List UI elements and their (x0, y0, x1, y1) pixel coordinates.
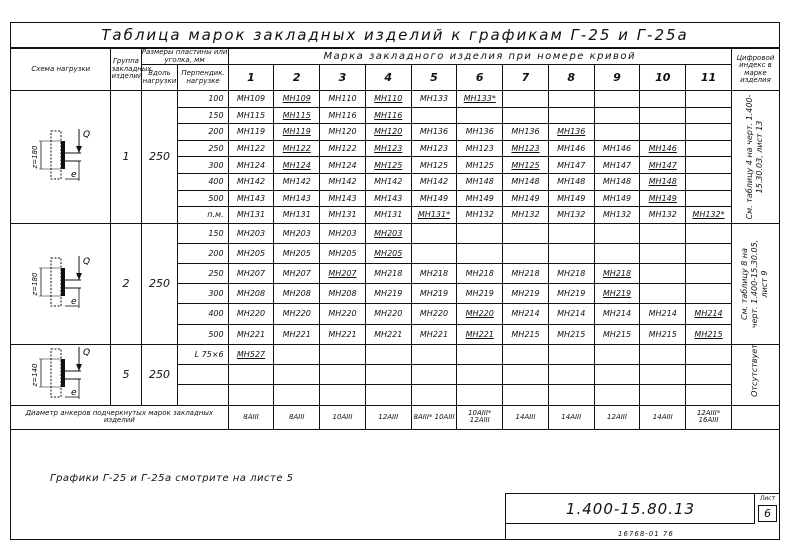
mark-cell: МН143 (228, 190, 274, 207)
mark-cell: МН136 (548, 124, 594, 141)
size-along: 250 (141, 223, 178, 344)
mark-cell: МН203 (228, 223, 274, 243)
index-note-cell (731, 344, 779, 405)
mark-cell (686, 157, 732, 174)
mark-cell: МН203 (320, 223, 366, 243)
mark-cell (686, 284, 732, 304)
header-along: Вдоль нагрузки (141, 65, 178, 91)
mark-cell: МН116 (365, 107, 411, 124)
header-curve: 3 (320, 65, 366, 91)
size-perp: 150 (178, 223, 228, 243)
anchor-diameter: 10AIII* 12AIII (457, 405, 503, 429)
anchor-diameter: 14AIII (548, 405, 594, 429)
mark-cell: МН142 (411, 173, 457, 190)
mark-cell (640, 124, 686, 141)
anchor-diameter: 10AIII (320, 405, 366, 429)
z-dimension-label: z=180 (30, 272, 39, 296)
group-number: 2 (111, 223, 141, 344)
mark-cell (457, 223, 503, 243)
mark-cell (503, 243, 549, 263)
mark-cell: МН142 (365, 173, 411, 190)
mark-cell (640, 284, 686, 304)
mark-cell (686, 107, 732, 124)
mark-cell (274, 365, 320, 385)
mark-cell (228, 385, 274, 405)
anchor-diameter: 8AIII* 10AIII (411, 405, 457, 429)
mark-cell (411, 107, 457, 124)
anchor-diameter: 14AIII (503, 405, 549, 429)
size-perp: 500 (178, 324, 228, 344)
mark-cell (640, 385, 686, 405)
mark-cell (365, 344, 411, 364)
footer-note: Графики Г-25 и Г-25а смотрите на листе 5 (50, 473, 294, 484)
mark-cell: МН215 (503, 324, 549, 344)
mark-cell: МН221 (457, 324, 503, 344)
mark-cell: МН214 (503, 304, 549, 324)
mark-cell: МН133 (411, 91, 457, 108)
mark-cell: МН214 (686, 304, 732, 324)
mark-cell: МН120 (320, 124, 366, 141)
anchor-diameter: 12AIII (365, 405, 411, 429)
mark-cell (411, 223, 457, 243)
mark-cell: МН219 (548, 284, 594, 304)
mark-cell (640, 344, 686, 364)
mark-cell: МН205 (320, 243, 366, 263)
sheet-number: 6 (758, 505, 777, 522)
mark-cell (686, 173, 732, 190)
table-row (11, 91, 780, 108)
mark-cell: МН214 (640, 304, 686, 324)
mark-cell: МН147 (640, 157, 686, 174)
mark-cell: МН218 (457, 264, 503, 284)
mark-cell (457, 107, 503, 124)
mark-cell: МН221 (365, 324, 411, 344)
mark-cell: МН124 (274, 157, 320, 174)
mark-cell: МН142 (228, 173, 274, 190)
table-row (11, 344, 780, 364)
mark-cell (548, 107, 594, 124)
mark-cell: МН214 (548, 304, 594, 324)
mark-cell: МН219 (365, 284, 411, 304)
mark-cell: МН116 (320, 107, 366, 124)
mark-cell: МН218 (548, 264, 594, 284)
mark-cell (594, 344, 640, 364)
mark-cell: МН131 (228, 207, 274, 224)
load-scheme-drawing (19, 97, 103, 217)
mark-cell: МН149 (594, 190, 640, 207)
mark-cell: МН219 (594, 284, 640, 304)
diameter-index-empty (731, 405, 779, 429)
scheme-cell (11, 223, 111, 344)
size-perp (178, 365, 228, 385)
header-curve: 8 (548, 65, 594, 91)
mark-cell (320, 344, 366, 364)
size-perp: п.м. (178, 207, 228, 224)
size-perp: 400 (178, 173, 228, 190)
z-dimension-label: z=180 (30, 145, 39, 169)
mark-cell: МН205 (228, 243, 274, 263)
mark-cell (548, 243, 594, 263)
mark-cell (640, 107, 686, 124)
anchor-diameter: 8AIII (274, 405, 320, 429)
eccentricity-label: e (70, 296, 77, 307)
index-note-cell (731, 223, 779, 344)
mark-cell: МН110 (320, 91, 366, 108)
header-curve: 2 (274, 65, 320, 91)
mark-cell (640, 223, 686, 243)
mark-cell: МН149 (457, 190, 503, 207)
size-perp: 300 (178, 157, 228, 174)
header-perp: Перпендик. нагрузке (178, 65, 228, 91)
mark-cell: МН148 (503, 173, 549, 190)
size-perp: L 75×6 (178, 344, 228, 364)
size-perp: 400 (178, 304, 228, 324)
index-note: См. таблицу 4 на черт. 1.400-15.30.03, лист 13 (745, 94, 765, 220)
mark-cell: МН149 (411, 190, 457, 207)
size-perp: 100 (178, 91, 228, 108)
mark-cell: МН207 (228, 264, 274, 284)
mark-cell: МН214 (594, 304, 640, 324)
mark-cell (594, 91, 640, 108)
mark-cell (640, 91, 686, 108)
table-row (11, 223, 780, 243)
mark-cell (686, 365, 732, 385)
mark-cell: МН124 (228, 157, 274, 174)
mark-cell: МН215 (640, 324, 686, 344)
mark-cell: МН207 (274, 264, 320, 284)
mark-cell (457, 344, 503, 364)
inventory-number: 16768-01 76 (618, 530, 674, 538)
mark-cell: МН122 (274, 140, 320, 157)
header-curve: 1 (228, 65, 274, 91)
mark-cell (594, 365, 640, 385)
mark-cell: МН208 (228, 284, 274, 304)
anchor-diameter: 14AIII (640, 405, 686, 429)
group-number: 5 (111, 344, 141, 405)
scheme-stroke (61, 268, 65, 296)
eccentricity-label: e (70, 387, 77, 398)
header-curve: 7 (503, 65, 549, 91)
mark-cell (548, 91, 594, 108)
mark-cell (503, 107, 549, 124)
mark-cell: МН123 (503, 140, 549, 157)
mark-cell: МН125 (365, 157, 411, 174)
mark-cell: МН123 (457, 140, 503, 157)
mark-cell: МН218 (594, 264, 640, 284)
scheme-cell (11, 91, 111, 224)
mark-cell: МН147 (594, 157, 640, 174)
sheet-box (754, 494, 780, 524)
mark-cell: МН125 (411, 157, 457, 174)
mark-cell: МН124 (320, 157, 366, 174)
mark-cell: МН142 (320, 173, 366, 190)
mark-cell: МН109 (274, 91, 320, 108)
mark-cell: МН219 (457, 284, 503, 304)
mark-cell (594, 243, 640, 263)
mark-cell (686, 344, 732, 364)
mark-cell: МН220 (320, 304, 366, 324)
header-curve: 4 (365, 65, 411, 91)
mark-cell: МН221 (274, 324, 320, 344)
header-curve: 5 (411, 65, 457, 91)
drawing-code: 1.400-15.80.13 (506, 494, 755, 524)
scheme-cell (11, 344, 111, 405)
mark-cell: МН218 (503, 264, 549, 284)
mark-cell (503, 385, 549, 405)
header-curve: 10 (640, 65, 686, 91)
load-arrow (76, 364, 82, 371)
mark-cell: МН132* (686, 207, 732, 224)
mark-cell: МН146 (548, 140, 594, 157)
mark-cell: МН220 (457, 304, 503, 324)
anchor-diameter: 12AIII (594, 405, 640, 429)
table-title: Таблица марок закладных изделий к графикам Г-25 и Г-25а (10, 22, 780, 48)
load-arrow (76, 273, 82, 280)
mark-cell: МН110 (365, 91, 411, 108)
mark-cell: МН221 (320, 324, 366, 344)
mark-cell: МН148 (594, 173, 640, 190)
mark-cell: МН143 (274, 190, 320, 207)
mark-cell: МН149 (548, 190, 594, 207)
size-perp: 150 (178, 107, 228, 124)
mark-cell (548, 365, 594, 385)
size-along: 250 (141, 91, 178, 224)
mark-cell: МН132 (503, 207, 549, 224)
mark-cell (686, 124, 732, 141)
mark-cell: МН203 (365, 223, 411, 243)
mark-cell (365, 365, 411, 385)
mark-cell: МН215 (594, 324, 640, 344)
mark-cell (686, 385, 732, 405)
mark-cell: МН203 (274, 223, 320, 243)
mark-cell: МН215 (548, 324, 594, 344)
mark-cell: МН148 (457, 173, 503, 190)
mark-cell: МН220 (228, 304, 274, 324)
mark-cell (457, 243, 503, 263)
mark-cell: МН136 (457, 124, 503, 141)
anchor-diameter: 12AIII* 16AIII (686, 405, 732, 429)
mark-cell (411, 385, 457, 405)
mark-cell (503, 91, 549, 108)
mark-cell: МН149 (640, 190, 686, 207)
size-along: 250 (141, 344, 178, 405)
mark-cell (686, 140, 732, 157)
mark-cell (548, 344, 594, 364)
mark-cell: МН132 (457, 207, 503, 224)
mark-cell (503, 223, 549, 243)
mark-cell (274, 344, 320, 364)
header-index: Цифровой индекс в марке изделия (731, 49, 779, 91)
diameter-row (11, 405, 780, 429)
mark-cell: МН143 (320, 190, 366, 207)
mark-cell: МН119 (228, 124, 274, 141)
mark-cell (686, 190, 732, 207)
header-curve: 11 (686, 65, 732, 91)
mark-cell: МН207 (320, 264, 366, 284)
mark-cell (686, 91, 732, 108)
mark-cell (365, 385, 411, 405)
mark-cell: МН143 (365, 190, 411, 207)
marks-table (10, 48, 780, 430)
mark-cell: МН147 (548, 157, 594, 174)
mark-cell (594, 124, 640, 141)
mark-cell (457, 365, 503, 385)
mark-cell: МН208 (274, 284, 320, 304)
size-perp: 200 (178, 124, 228, 141)
mark-cell (457, 385, 503, 405)
mark-cell: МН133* (457, 91, 503, 108)
header-curve: 6 (457, 65, 503, 91)
load-q-label: Q (82, 347, 90, 358)
size-perp: 250 (178, 140, 228, 157)
scheme-stroke (61, 359, 65, 387)
scheme-stroke (61, 141, 65, 169)
mark-cell: МН115 (274, 107, 320, 124)
load-q-label: Q (82, 256, 90, 267)
mark-cell: МН123 (365, 140, 411, 157)
mark-cell (594, 107, 640, 124)
mark-cell: МН208 (320, 284, 366, 304)
mark-cell: МН136 (503, 124, 549, 141)
mark-cell: МН132 (640, 207, 686, 224)
mark-cell: МН218 (365, 264, 411, 284)
mark-cell: МН131 (320, 207, 366, 224)
mark-cell (274, 385, 320, 405)
mark-cell: МН120 (365, 124, 411, 141)
mark-cell: МН125 (503, 157, 549, 174)
header-curve: 9 (594, 65, 640, 91)
mark-cell (594, 385, 640, 405)
mark-cell: МН123 (411, 140, 457, 157)
header-scheme: Схема нагрузки (11, 49, 111, 91)
scheme-stroke (51, 349, 61, 397)
mark-cell: МН220 (274, 304, 320, 324)
mark-cell: МН109 (228, 91, 274, 108)
mark-cell: МН221 (411, 324, 457, 344)
mark-cell: МН119 (274, 124, 320, 141)
index-note-cell (731, 91, 779, 224)
scheme-stroke (51, 131, 61, 179)
header-marks: Марка закладного изделия при номере кривой (228, 49, 731, 65)
mark-cell (548, 223, 594, 243)
mark-cell: МН148 (548, 173, 594, 190)
mark-cell (686, 264, 732, 284)
mark-cell (320, 385, 366, 405)
mark-cell (503, 365, 549, 385)
mark-cell: МН125 (457, 157, 503, 174)
mark-cell (686, 223, 732, 243)
mark-cell: МН205 (365, 243, 411, 263)
mark-cell: МН122 (320, 140, 366, 157)
mark-cell (686, 243, 732, 263)
mark-cell: МН146 (640, 140, 686, 157)
mark-cell: МН131 (365, 207, 411, 224)
mark-cell: МН219 (411, 284, 457, 304)
group-number: 1 (111, 91, 141, 224)
mark-cell: МН220 (365, 304, 411, 324)
mark-cell: МН149 (503, 190, 549, 207)
load-arrow (76, 146, 82, 153)
mark-cell (411, 344, 457, 364)
size-perp: 200 (178, 243, 228, 263)
load-scheme-drawing (19, 345, 103, 405)
diameter-label: Диаметр анкеров подчеркнутых марок закладных изделий (11, 405, 229, 429)
mark-cell: МН131 (274, 207, 320, 224)
index-note: Отсутствует (750, 343, 760, 397)
mark-cell (594, 223, 640, 243)
size-perp: 500 (178, 190, 228, 207)
mark-cell: МН115 (228, 107, 274, 124)
scheme-stroke (51, 258, 61, 306)
mark-cell (503, 344, 549, 364)
mark-cell: МН219 (503, 284, 549, 304)
mark-cell: МН142 (274, 173, 320, 190)
mark-cell: МН122 (228, 140, 274, 157)
header-group: Группа закладных изделий (111, 49, 141, 91)
mark-cell: МН220 (411, 304, 457, 324)
load-q-label: Q (82, 129, 90, 140)
mark-cell (548, 385, 594, 405)
mark-cell: МН205 (274, 243, 320, 263)
sheet-label: Лист (759, 495, 776, 502)
mark-cell: МН136 (411, 124, 457, 141)
size-perp (178, 385, 228, 405)
mark-cell: МН221 (228, 324, 274, 344)
mark-cell: МН215 (686, 324, 732, 344)
size-perp: 250 (178, 264, 228, 284)
mark-cell: МН131* (411, 207, 457, 224)
mark-cell (411, 243, 457, 263)
mark-cell: МН132 (594, 207, 640, 224)
mark-cell (411, 365, 457, 385)
mark-cell: МН132 (548, 207, 594, 224)
size-perp: 300 (178, 284, 228, 304)
mark-cell (640, 243, 686, 263)
load-scheme-drawing (19, 224, 103, 344)
mark-cell (640, 264, 686, 284)
mark-cell: МН146 (594, 140, 640, 157)
mark-cell: МН218 (411, 264, 457, 284)
header-row-1 (11, 49, 780, 65)
header-sizes: Размеры пластины или уголка, мм (141, 48, 228, 64)
eccentricity-label: e (70, 169, 77, 180)
z-dimension-label: z=140 (30, 363, 39, 387)
mark-cell: МН527 (228, 344, 274, 364)
index-note: См. таблицу 8 на черт. 1.400-15.30.05, лист 9 (740, 239, 770, 328)
mark-cell (320, 365, 366, 385)
anchor-diameter: 8AIII (228, 405, 274, 429)
mark-cell (640, 365, 686, 385)
mark-cell: МН148 (640, 173, 686, 190)
mark-cell (228, 365, 274, 385)
